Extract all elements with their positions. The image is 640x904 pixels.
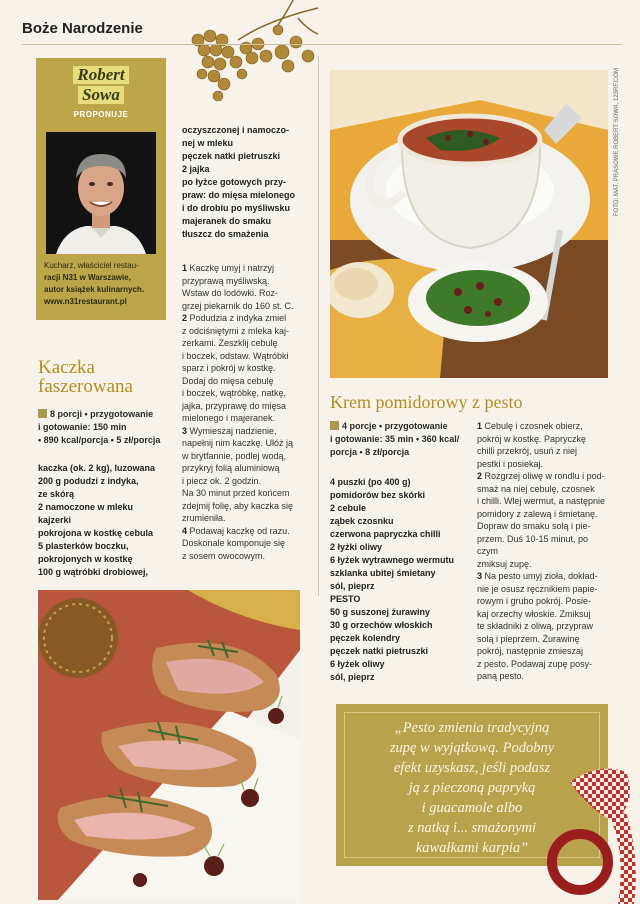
step-line: i boczek, wątróbkę, natkę, — [182, 388, 287, 398]
step-line: w brytfannie, podlej wodą, — [182, 450, 287, 461]
quote-line: ją z pieczoną papryką — [408, 780, 536, 796]
step-line: 1 Kaczkę umyj i natrzyj — [182, 263, 275, 273]
step-line: mielonego i majeranek. — [182, 413, 276, 423]
ingredient-line: majeranek do smaku — [182, 216, 272, 226]
chef-photo — [46, 132, 156, 254]
photo-credit: FOTO: MAT. PRASOWE ROBERT SOWA, 123RF.COM — [614, 67, 620, 216]
tomato-soup-photo — [330, 70, 608, 378]
ingredient-line: szklanka ubitej śmietany — [330, 568, 436, 578]
chef-tag: PROPONUJE — [73, 110, 129, 119]
ingredient-line: pokrojonych w kostkę — [38, 554, 133, 564]
soup-recipe-meta — [330, 420, 464, 459]
step-line: smaż na niej cebulę, czosnek — [477, 483, 595, 494]
duck-steps — [182, 262, 314, 562]
step-line: 2 Rozgrzej oliwę w rondlu i pod- — [477, 471, 605, 481]
ingredient-line: sól, pieprz — [330, 672, 375, 682]
soup-steps — [477, 420, 609, 683]
step-line: jajka, przyprawę do mięsa — [182, 400, 287, 411]
ingredient-line: kaczka (ok. 2 kg), luzowana — [38, 463, 156, 473]
chef-first-name: Robert — [73, 66, 128, 84]
stuffed-duck-photo — [38, 590, 300, 900]
ingredient-line: pokrojona w kostkę cebula — [38, 528, 154, 538]
step-line: rowym i grubo pokrój. Posie- — [477, 596, 592, 606]
soup-recipe-title: Krem pomidorowy z pesto — [330, 392, 523, 412]
ingredient-line: 50 g suszonej żurawiny — [330, 607, 431, 617]
ingredient-line: 6 łyżek oliwy — [330, 659, 385, 669]
ingredient-line: tłuszcz do smażenia — [182, 229, 269, 239]
step-line: 3 Na pesto umyj zioła, dokład- — [477, 571, 598, 581]
step-line: zerkami. Zeszklij cebulę — [182, 338, 278, 348]
ingredient-line: praw: do mięsa mielonego — [182, 190, 296, 200]
duck-meta-line: i gotowanie: 150 min — [38, 422, 127, 432]
step-line: kaj orzechy włoskie. Zmiksuj — [477, 608, 591, 619]
step-line: Dopraw do smaku solą i pie- — [477, 521, 591, 531]
step-line: z pesto. Podawaj zupę posy- — [477, 658, 593, 669]
soup-ingredients — [330, 476, 464, 684]
chef-name — [36, 66, 166, 106]
ingredient-line: po łyżce gotowych przy- — [182, 177, 287, 187]
step-line: Doskonale komponuje się — [182, 538, 286, 548]
step-line: przyprawą myśliwską. — [182, 275, 270, 286]
step-line: chilli przekrój, usuń z niej — [477, 446, 578, 456]
duck-meta-line: • 890 kcal/porcja • 5 zł/porcja — [38, 435, 161, 445]
step-line: grzej piekarnik do 160 st. C. — [182, 300, 294, 311]
step-line: zmiksuj zupę. — [477, 558, 532, 569]
step-number: 3 — [477, 571, 483, 581]
step-line: i boczek, odstaw. Wątróbki — [182, 350, 289, 361]
ingredient-line: 200 g podudzi z indyka, — [38, 476, 139, 486]
step-line: pokrój, następnie zmieszaj — [477, 646, 584, 656]
header-rule — [22, 44, 622, 45]
ingredient-line: sól, pieprz — [330, 581, 375, 591]
ingredient-line: 6 łyżek wytrawnego wermutu — [330, 555, 455, 565]
column-divider — [318, 56, 319, 596]
chef-caption — [44, 260, 162, 308]
chef-caption-line: autor książek kulinarnych. — [44, 285, 145, 294]
quote-line: zupę w wyjątkową. Podobny — [389, 740, 555, 756]
quote-line: kawałkami karpia” — [415, 840, 529, 856]
step-number: 1 — [477, 421, 483, 431]
step-line: przem. Duś 10-15 minut, po czym — [477, 533, 589, 556]
step-line: pokrój w kostkę. Papryczkę — [477, 433, 587, 444]
checkered-ribbon-decoration — [540, 762, 640, 904]
portion-icon — [38, 409, 47, 418]
duck-title-line: faszerowana — [38, 376, 133, 397]
step-line: 1 Cebulę i czosnek obierz, — [477, 421, 583, 431]
quote-line: efekt uzyskasz, jeśli podasz — [393, 760, 551, 776]
step-line: zdejmij folię, aby kaczka się — [182, 500, 294, 511]
step-number: 1 — [182, 263, 188, 273]
step-number: 3 — [182, 425, 188, 436]
chef-last-name: Sowa — [78, 86, 124, 104]
ingredient-line: pęczek kolendry — [330, 633, 401, 643]
quote-line: z natką i... smażonymi — [407, 820, 537, 836]
step-line: przykryj folią aluminiową — [182, 463, 280, 473]
step-number: 4 — [182, 525, 188, 536]
duck-title-line: Kaczka — [38, 357, 95, 378]
soup-meta-line: porcja • 8 zł/porcja — [330, 447, 410, 457]
chef-website-link[interactable]: www.n31restaurant.pl — [44, 297, 127, 306]
step-line: Na 30 minut przed końcem — [182, 488, 290, 498]
ingredient-line: 2 jajka — [182, 164, 210, 174]
ingredient-line: oczyszczonej i namoczo- — [182, 125, 290, 135]
ingredient-line: pęczek natki pietruszki — [182, 151, 281, 161]
ingredient-line: nej w mleku — [182, 138, 234, 148]
chef-caption-line: racji N31 w Warszawie, — [44, 273, 131, 282]
step-line: z sosem owocowym. — [182, 550, 266, 561]
step-line: te składniki z oliwą, przypraw — [477, 621, 594, 631]
step-line: Dodaj do mięsa cebulę — [182, 375, 274, 386]
step-line: nie je osusz ręcznikiem papie- — [477, 583, 598, 594]
step-line: pomidory z zalewą i śmietanę. — [477, 508, 598, 519]
duck-ingredients-col2 — [182, 124, 312, 241]
step-line: pestki i posiekaj. — [477, 458, 544, 469]
soup-meta-line: 4 porcje • przygotowanie — [342, 421, 448, 431]
ingredient-line: 2 cebule — [330, 503, 367, 513]
ingredient-line: czerwona papryczka chilli — [330, 529, 441, 539]
gold-berries-decoration — [178, 0, 328, 110]
step-line: i chilli. Wlej wermut, a następnie — [477, 496, 606, 506]
step-line: 4 Podawaj kaczkę od razu. — [182, 525, 290, 536]
ingredient-line: i do drobiu po myśliwsku — [182, 203, 291, 213]
step-line: 3 Wymieszaj nadzienie, — [182, 425, 277, 436]
ingredient-line: ze skórą — [38, 489, 75, 499]
section-title: Boże Narodzenie — [22, 20, 143, 37]
chef-caption-line: Kucharz, właściciel restau- — [44, 261, 139, 270]
ingredient-line: 5 plasterków boczku, — [38, 541, 129, 551]
ingredient-line: 30 g orzechów włoskich — [330, 620, 433, 630]
step-number: 2 — [477, 471, 483, 481]
step-line: solą i pieprzem. Żurawinę — [477, 633, 580, 644]
step-line: i piecz ok. 2 godzin. — [182, 475, 262, 486]
duck-ingredients-col1 — [38, 462, 172, 579]
step-line: 2 Podudzia z indyka zmiel — [182, 313, 287, 323]
ingredient-section-heading: PESTO — [330, 594, 361, 604]
ingredient-line: pomidorów bez skórki — [330, 490, 426, 500]
ingredient-line: 2 łyżki oliwy — [330, 542, 383, 552]
ingredient-line: kajzerki — [38, 515, 72, 525]
duck-recipe-title — [38, 358, 178, 396]
step-line: sparz i pokrój w kostkę. — [182, 363, 276, 373]
ingredient-line: 2 namoczone w mleku — [38, 502, 134, 512]
ingredient-line: pęczek natki pietruszki — [330, 646, 429, 656]
portion-icon — [330, 421, 339, 430]
duck-meta-line: 8 porcji • przygotowanie — [50, 409, 154, 419]
chef-card — [36, 58, 166, 320]
step-line: paną pesto. — [477, 671, 525, 681]
step-line: zrumieniła. — [182, 513, 226, 523]
quote-line: i guacamole albo — [421, 800, 523, 816]
ingredient-line: 4 puszki (po 400 g) — [330, 477, 411, 487]
soup-meta-line: i gotowanie: 35 min • 360 kcal/ — [330, 434, 460, 444]
duck-recipe-meta — [38, 408, 172, 447]
step-line: napełnij nim kaczkę. Ułóż ją — [182, 438, 294, 448]
step-number: 2 — [182, 313, 188, 323]
quote-line: „Pesto zmienia tradycyjną — [394, 720, 550, 736]
ingredient-line: ząbek czosnku — [330, 516, 394, 526]
step-line: Wstaw do lodówki. Roz- — [182, 288, 279, 298]
step-line: z odciśniętymi z mleka kaj- — [182, 325, 290, 336]
ingredient-line: 100 g wątróbki drobiowej, — [38, 567, 149, 577]
